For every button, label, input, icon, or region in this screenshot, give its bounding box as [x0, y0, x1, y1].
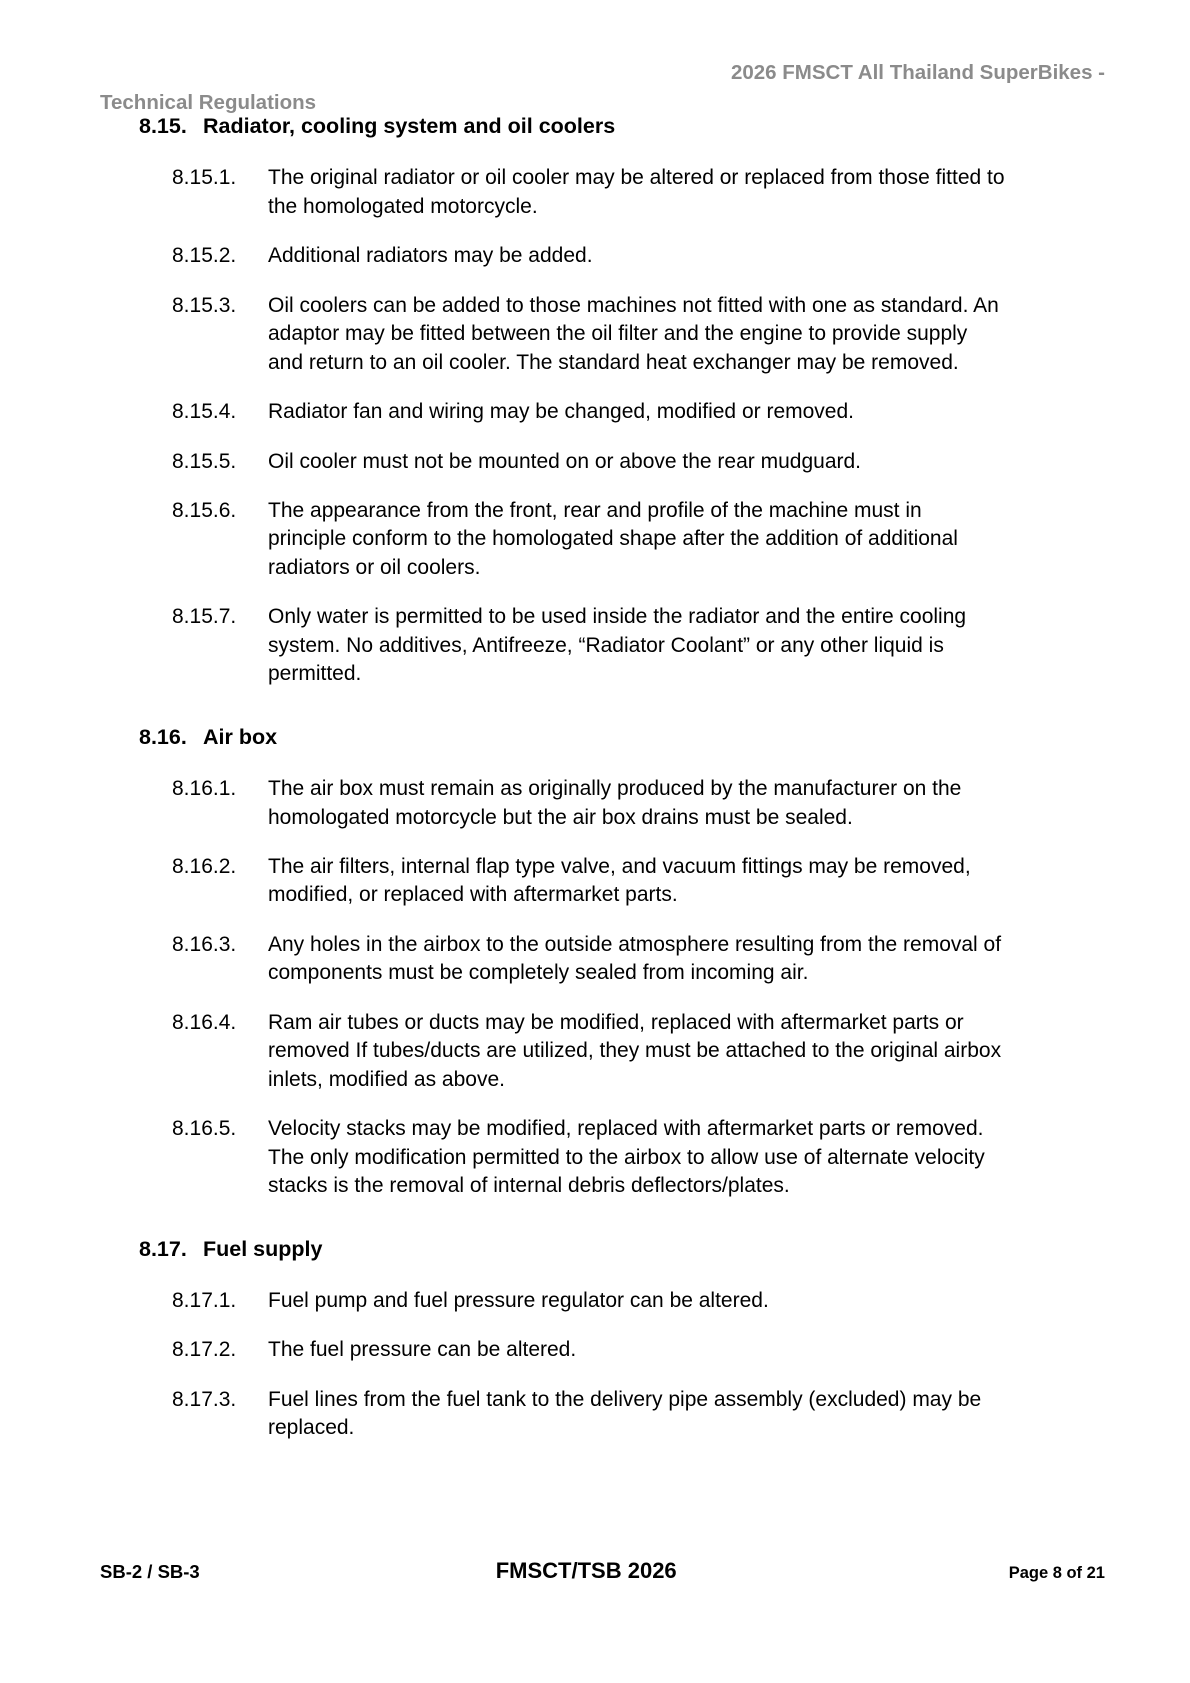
clause-text: Oil cooler must not be mounted on or above the rear mudguard.	[268, 449, 862, 473]
clause-number: 8.15.4.	[172, 400, 237, 424]
clause-number: 8.16.5.	[172, 1117, 237, 1141]
section-number: 8.15.	[139, 114, 187, 138]
clause-text: Any holes in the airbox to the outside atmosphere resulting from the removal of components must be completely sealed from incoming air.	[268, 932, 1002, 985]
header-title-line-1: 2026 FMSCT All Thailand SuperBikes -	[730, 61, 1105, 84]
footer-class-codes: SB-2 / SB-3	[100, 1561, 200, 1582]
section-number: 8.16.	[139, 724, 187, 749]
clause-text: The appearance from the front, rear and profile of the machine must in principle conform to the homologated shape after the addition of additional radiators or oil coolers.	[268, 499, 958, 579]
clause-text: The air filters, internal flap type valve, and vacuum fittings may be removed, modified, or replaced with aftermarket parts.	[268, 855, 971, 907]
clause-number: 8.16.2.	[172, 855, 237, 878]
regulation-clause	[0, 603, 1190, 688]
clause-number: 8.17.1.	[172, 1288, 237, 1312]
running-header	[100, 58, 1105, 119]
regulation-clause	[0, 853, 1190, 910]
header-title-line-2: Technical Regulations	[100, 91, 317, 115]
section-heading	[0, 1235, 1190, 1263]
regulation-clause	[0, 398, 1190, 426]
regulation-clause	[0, 1287, 1190, 1315]
regulation-section	[0, 112, 1190, 689]
clause-text: Fuel lines from the fuel tank to the delivery pipe assembly (excluded) may be replaced.	[268, 1387, 982, 1440]
regulation-clause	[0, 1115, 1190, 1200]
clause-number: 8.17.2.	[172, 1338, 237, 1362]
clause-text: Ram air tubes or ducts may be modified, replaced with aftermarket parts or removed If tubes/ducts are utilized, they must be attached to the original airbox inlets, modified as above.	[268, 1010, 1002, 1091]
clause-number: 8.16.1.	[172, 777, 237, 801]
clause-number: 8.15.5.	[172, 449, 237, 473]
section-title: Fuel supply	[203, 1236, 323, 1261]
clause-number: 8.15.2.	[172, 244, 237, 268]
section-heading	[0, 723, 1190, 751]
regulation-section	[0, 1235, 1190, 1443]
regulation-clause	[0, 292, 1190, 377]
clause-text: Additional radiators may be added.	[268, 244, 593, 268]
clause-number: 8.16.3.	[172, 932, 237, 956]
clause-number: 8.15.6.	[172, 499, 237, 522]
clause-text: The air box must remain as originally produced by the manufacturer on the homologated motorcycle but the air box drains must be sealed.	[268, 777, 962, 829]
section-heading	[0, 112, 1190, 140]
clause-text: Fuel pump and fuel pressure regulator can be altered.	[268, 1288, 769, 1312]
regulation-clause	[0, 164, 1190, 221]
footer-page-number: Page 8 of 21	[1008, 1564, 1105, 1582]
clause-text: Radiator fan and wiring may be changed, modified or removed.	[268, 400, 854, 424]
footer-document-code: FMSCT/TSB 2026	[495, 1558, 677, 1583]
section-title: Radiator, cooling system and oil coolers	[203, 114, 616, 138]
regulation-clause	[0, 497, 1190, 582]
clause-number: 8.17.3.	[172, 1387, 237, 1411]
clause-number: 8.15.3.	[172, 293, 237, 317]
clause-text: Velocity stacks may be modified, replaced with aftermarket parts or removed. The only modification permitted to the airbox to allow use of alternate velocity stacks is the removal of internal debris deflectors/plates.	[268, 1117, 985, 1198]
clause-text: Oil coolers can be added to those machines not fitted with one as standard. An adaptor may be fitted between the oil filter and the engine to provide supply and return to an oil cooler. The standard heat exchanger may be removed.	[268, 293, 999, 374]
document-body	[0, 112, 1190, 1443]
clause-number: 8.15.1.	[172, 166, 237, 190]
section-number: 8.17.	[139, 1236, 187, 1261]
regulation-clause	[0, 1336, 1190, 1364]
section-title: Air box	[203, 724, 278, 749]
regulation-clause	[0, 775, 1190, 832]
regulation-section	[0, 723, 1190, 1201]
regulation-clause	[0, 448, 1190, 476]
running-footer	[100, 1558, 1105, 1584]
regulation-clause	[0, 1386, 1190, 1443]
regulation-clause	[0, 931, 1190, 988]
clause-text: The fuel pressure can be altered.	[268, 1338, 577, 1362]
clause-number: 8.16.4.	[172, 1010, 237, 1034]
clause-number: 8.15.7.	[172, 605, 237, 629]
clause-text: The original radiator or oil cooler may be altered or replaced from those fitted to the homologated motorcycle.	[268, 166, 1005, 218]
regulation-clause	[0, 242, 1190, 270]
regulation-clause	[0, 1009, 1190, 1094]
clause-text: Only water is permitted to be used inside the radiator and the entire cooling system. No additives, Antifreeze, “Radiator Coolant” or any other liquid is permitted.	[268, 605, 967, 686]
